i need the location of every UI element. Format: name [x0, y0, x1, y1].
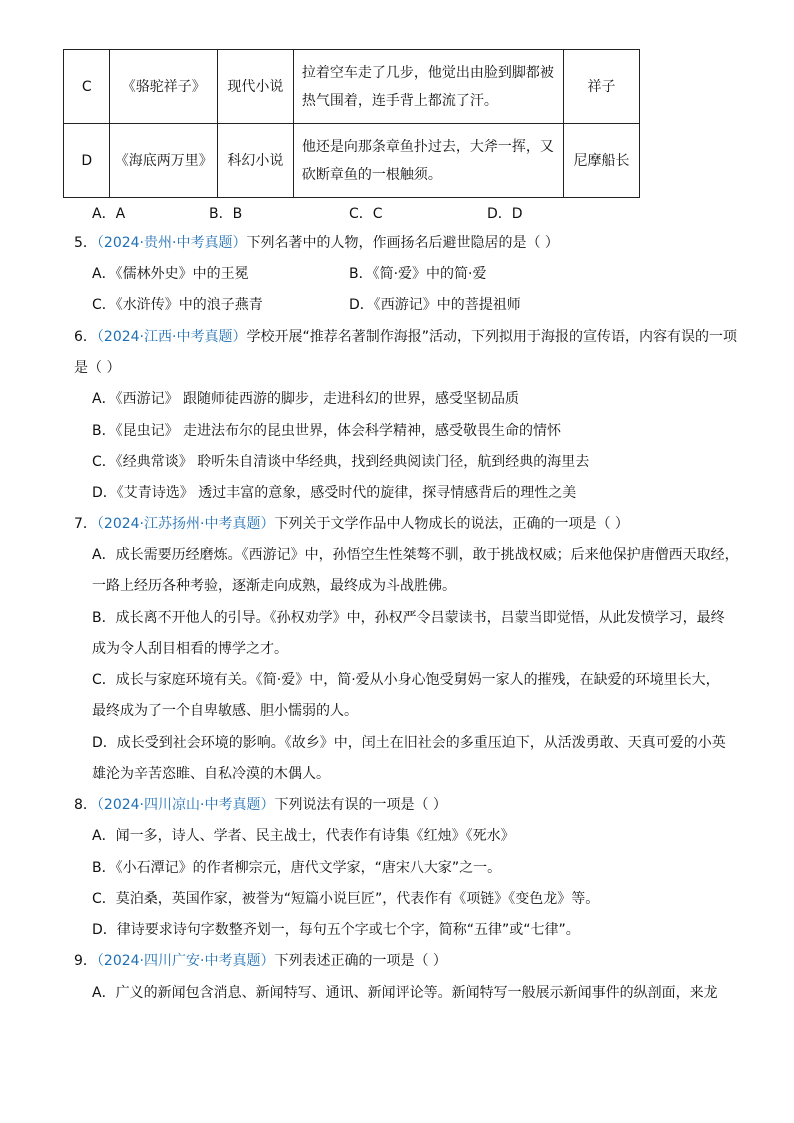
table-row	[64, 124, 640, 198]
question-text: 学校开展“推荐名著制作海报”活动，下列拟用于海报的宣传语，内容有误的一项	[246, 329, 737, 345]
question-number: 9．	[74, 953, 97, 969]
question-number: 5．	[74, 235, 97, 251]
genre: 现代小说	[217, 50, 293, 124]
question-5-stem	[74, 233, 559, 253]
q4-option-b: B．B	[209, 206, 243, 222]
q9-option-a: A．广义的新闻包含消息、新闻特写、通讯、新闻评论等。新闻特写一般展示新闻事件的纵剖面，来龙	[92, 985, 718, 1001]
question-8-stem	[74, 795, 447, 815]
q8-option-b: B．《小石潭记》的作者柳宗元，唐代文学家，“唐宋八大家”之一。	[92, 860, 502, 876]
q6-option-a: A．《西游记》 跟随师徒西游的脚步，走进科幻的世界，感受坚韧品质	[92, 391, 520, 407]
table-row	[64, 50, 640, 124]
q8-option-c: C．莫泊桑，英国作家，被誉为“短篇小说巨匠”，代表作有《项链》《变色龙》等。	[92, 891, 600, 907]
option-letter: C	[64, 50, 110, 124]
quote: 拉着空车走了几步，他觉出由脸到脚都被热气围着，连手背上都流了汗。	[293, 50, 563, 124]
question-text: 下列说法有误的一项是（ ）	[274, 797, 447, 813]
question-text: 下列关于文学作品中人物成长的说法，正确的一项是（ ）	[274, 516, 629, 532]
q5-option-c: C．《水浒传》中的浪子燕青	[92, 297, 263, 313]
q7-option-d: D．成长受到社会环境的影响。《故乡》中，闰土在旧社会的多重压迫下，从活泼勇敢、天真可爱的小英	[92, 735, 726, 751]
question-number: 6．	[74, 329, 97, 345]
question-number: 8．	[74, 797, 97, 813]
book-title: 《骆驼祥子》	[110, 50, 218, 124]
book-title: 《海底两万里》	[110, 124, 218, 198]
genre: 科幻小说	[217, 124, 293, 198]
character: 尼摩船长	[564, 124, 640, 198]
question-7-stem	[74, 514, 629, 534]
q7-option-b-cont: 成为令人刮目相看的博学之才。	[92, 641, 288, 657]
question-source: （2024·江西·中考真题）	[96, 329, 247, 345]
q7-option-a: A．成长需要历经磨炼。《西游记》中，孙悟空生性桀骜不驯，敢于挑战权威；后来他保护唐僧西天取经，	[92, 547, 739, 563]
question-text: 下列表述正确的一项是（ ）	[274, 953, 447, 969]
q4-option-a: A．A	[92, 206, 126, 222]
question-text: 下列名著中的人物，作画扬名后避世隐居的是（ ）	[246, 235, 559, 251]
question-9-stem	[74, 951, 447, 971]
q7-option-c: C．成长与家庭环境有关。《简·爱》中，简·爱从小身心饱受舅妈一家人的摧残，在缺爱的环境里长大，	[92, 672, 720, 688]
q5-option-b: B．《简·爱》中的简·爱	[349, 266, 487, 282]
question-4-option-table	[63, 49, 640, 198]
q7-option-a-cont: 一路上经历各种考验，逐渐走向成熟，最终成为斗战胜佛。	[92, 578, 456, 594]
q5-option-d: D．《西游记》中的菩提祖师	[349, 297, 521, 313]
question-source: （2024·四川凉山·中考真题）	[96, 797, 275, 813]
quote: 他还是向那条章鱼扑过去，大斧一挥，又砍断章鱼的一根触须。	[293, 124, 563, 198]
option-letter: D	[64, 124, 110, 198]
q7-option-c-cont: 最终成为了一个自卑敏感、胆小懦弱的人。	[92, 703, 358, 719]
q4-option-d: D．D	[487, 206, 523, 222]
question-6-stem	[74, 327, 737, 347]
q6-option-c: C．《经典常谈》 聆听朱自清谈中华经典，找到经典阅读门径，航到经典的海里去	[92, 454, 590, 470]
question-source: （2024·江苏扬州·中考真题）	[96, 516, 275, 532]
character: 祥子	[564, 50, 640, 124]
question-number: 7．	[74, 516, 97, 532]
question-source: （2024·贵州·中考真题）	[96, 235, 247, 251]
q8-option-d: D．律诗要求诗句字数整齐划一，每句五个字或七个字，简称“五律”或“七律”。	[92, 922, 580, 938]
question-6-stem-cont: 是（ ）	[74, 360, 121, 376]
q4-option-c: C．C	[349, 206, 383, 222]
q6-option-b: B．《昆虫记》 走进法布尔的昆虫世界，体会科学精神，感受敬畏生命的情怀	[92, 423, 562, 439]
q7-option-b: B．成长离不开他人的引导。《孙权劝学》中，孙权严令吕蒙读书，吕蒙当即觉悟，从此发愤学习，最终	[92, 610, 725, 626]
q8-option-a: A．闻一多，诗人、学者、民主战士，代表作有诗集《红烛》《死水》	[92, 828, 515, 844]
q7-option-d-cont: 雄沦为辛苦恣睢、自私冷漠的木偶人。	[92, 766, 330, 782]
question-source: （2024·四川广安·中考真题）	[96, 953, 275, 969]
q5-option-a: A．《儒林外史》中的王冕	[92, 266, 249, 282]
q6-option-d: D．《艾青诗选》 透过丰富的意象，感受时代的旋律，探寻情感背后的理性之美	[92, 485, 577, 501]
